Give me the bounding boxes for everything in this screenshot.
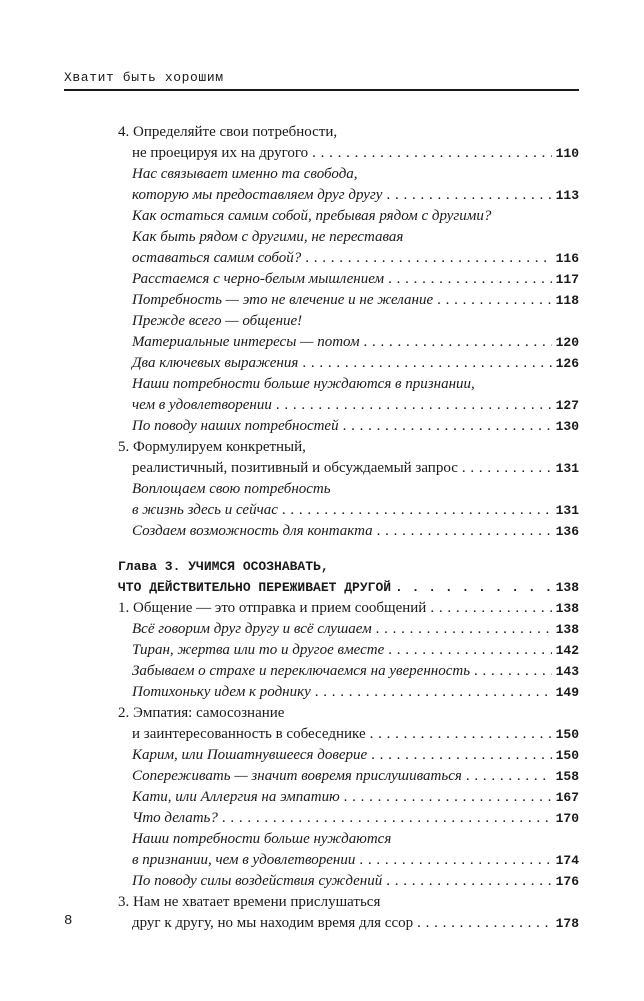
toc-subsection-line [118,248,579,269]
dot-leader [370,724,552,745]
toc-page-number: 136 [555,524,579,539]
page-number: 8 [64,913,73,929]
dot-leader [386,185,551,206]
toc-subsection-line [118,311,579,332]
toc-entry-text: 4. Определяйте свои потребности, [118,124,338,140]
toc-entry-text: Материальные интересы — потом [132,334,360,350]
toc-page-number: 176 [555,874,579,889]
toc-page-number: 138 [555,601,579,616]
dot-leader [315,682,552,703]
toc-page-number: 178 [555,916,579,931]
toc-subsection-line [118,745,579,766]
toc-subsection-line [118,682,579,703]
toc-page-number: 142 [555,643,579,658]
toc-entry-text: Прежде всего — общение! [132,313,303,329]
toc-entry-text: Карим, или Пошатнувшееся доверие [132,747,368,763]
toc-entry-text: Забываем о страхе и переключаемся на уверенность [132,663,471,679]
dot-leader [388,269,552,290]
toc-page-number: 150 [555,748,579,763]
toc-subsection-line [118,227,579,248]
toc-entry-text: Потребность — это не влечение и не желание [132,292,434,308]
toc-subsection-line [118,871,579,892]
dot-leader [376,619,552,640]
toc-subsection-line [118,521,579,542]
dot-leader [437,290,551,311]
toc-entry-text: По поводу силы воздействия суждений [132,873,383,889]
toc-subsection-line [118,206,579,227]
toc-subsection-line [118,185,579,206]
toc-subsection-line [118,332,579,353]
toc-page-number: 110 [555,146,579,161]
toc-entry-text: Создаем возможность для контакта [132,523,373,539]
toc-chapter-line [118,556,579,577]
toc-entry-text: Наши потребности больше нуждаются [132,831,392,847]
dot-leader [222,808,552,829]
toc-section-line [118,458,579,479]
dot-leader [359,850,551,871]
toc-page-number: 131 [555,503,579,518]
toc-subsection-line [118,829,579,850]
toc-page-number: 174 [555,853,579,868]
dot-leader [430,598,551,619]
toc-page-number: 150 [555,727,579,742]
toc-subsection-line [118,661,579,682]
toc-entry-text: 1. Общение — это отправка и прием сообщений [118,600,427,616]
toc-section-line [118,724,579,745]
toc-subsection-line [118,850,579,871]
toc-entry-text: которую мы предоставляем друг другу [132,187,383,203]
toc-chapter-line [118,577,579,598]
toc-entry-text: Расстаемся с черно-белым мышлением [132,271,385,287]
toc-entry-text: Глава 3. УЧИМСЯ ОСОЗНАВАТЬ, [118,559,329,574]
dot-leader [276,395,552,416]
toc-subsection-line [118,374,579,395]
toc-page-number: 116 [555,251,579,266]
toc-page-number: 118 [555,293,579,308]
toc-subsection-line [118,353,579,374]
toc-page-number: 143 [555,664,579,679]
toc-page-number: 138 [555,580,579,595]
toc-entry-text: Воплощаем свою потребность [132,481,331,497]
toc-page-number: 126 [555,356,579,371]
toc-page-number: 117 [555,272,579,287]
toc-entry-text: и заинтересованность в собеседнике [132,726,366,742]
dot-leader [417,913,551,934]
toc-entry-text: Тиран, жертва или то и другое вместе [132,642,385,658]
dot-leader [377,521,552,542]
toc-entry-text: Как быть рядом с другими, не переставая [132,229,404,245]
toc-page-number: 120 [555,335,579,350]
dot-leader [474,661,552,682]
toc-subsection-line [118,479,579,500]
toc-entry-text: Потихоньку идем к роднику [132,684,311,700]
dot-leader [305,248,551,269]
toc-entry-text: Нас связывает именно та свобода, [132,166,358,182]
dot-leader [462,458,552,479]
dot-leader [302,353,551,374]
toc-entry-text: в жизнь здесь и сейчас [132,502,278,518]
toc-page-number: 127 [555,398,579,413]
dot-leader [282,500,552,521]
toc-page-number: 167 [555,790,579,805]
toc-entry-text: Два ключевых выражения [132,355,299,371]
dot-leader [388,640,551,661]
table-of-contents [118,122,579,934]
toc-section-line [118,437,579,458]
toc-entry-text: Всё говорим друг другу и всё слушаем [132,621,372,637]
toc-subsection-line [118,164,579,185]
toc-page-number: 138 [555,622,579,637]
toc-section-line [118,122,579,143]
dot-leader [312,143,551,164]
toc-subsection-line [118,395,579,416]
toc-section-line [118,143,579,164]
toc-page-number: 130 [555,419,579,434]
toc-section-line [118,913,579,934]
toc-page-number: 149 [555,685,579,700]
toc-entry-text: По поводу наших потребностей [132,418,339,434]
dot-leader [364,332,552,353]
toc-section-line [118,598,579,619]
toc-entry-text: Кати, или Аллергия на эмпатию [132,789,340,805]
toc-entry-text: реалистичный, позитивный и обсуждаемый запрос [132,460,458,476]
toc-subsection-line [118,808,579,829]
toc-entry-text: Сопереживать — значит вовремя прислушиваться [132,768,462,784]
toc-entry-text: Наши потребности больше нуждаются в признании, [132,376,475,392]
toc-page-number: 131 [555,461,579,476]
toc-subsection-line [118,619,579,640]
dot-leader [395,577,552,598]
dot-leader [343,416,552,437]
section-gap [118,542,579,556]
toc-section-line [118,892,579,913]
toc-entry-text: ЧТО ДЕЙСТВИТЕЛЬНО ПЕРЕЖИВАЕТ ДРУГОЙ [118,580,392,595]
toc-subsection-line [118,766,579,787]
toc-entry-text: 2. Эмпатия: самосознание [118,705,285,721]
toc-entry-text: 3. Нам не хватает времени прислушаться [118,894,381,910]
toc-entry-text: Как остаться самим собой, пребывая рядом с другими? [132,208,492,224]
dot-leader [344,787,552,808]
toc-subsection-line [118,269,579,290]
toc-subsection-line [118,787,579,808]
dot-leader [386,871,551,892]
toc-entry-text: оставаться самим собой? [132,250,302,266]
toc-subsection-line [118,290,579,311]
toc-subsection-line [118,500,579,521]
toc-entry-text: Что делать? [132,810,218,826]
toc-entry-text: друг к другу, но мы находим время для ссор [132,915,414,931]
running-head: Хватит быть хорошим [64,70,579,91]
toc-page-number: 113 [555,188,579,203]
toc-entry-text: 5. Формулируем конкретный, [118,439,306,455]
toc-entry-text: не проецируя их на другого [132,145,309,161]
toc-subsection-line [118,640,579,661]
toc-page-number: 170 [555,811,579,826]
dot-leader [466,766,552,787]
toc-entry-text: чем в удовлетворении [132,397,272,413]
toc-section-line [118,703,579,724]
toc-entry-text: в признании, чем в удовлетворении [132,852,356,868]
toc-page-number: 158 [555,769,579,784]
toc-subsection-line [118,416,579,437]
dot-leader [371,745,551,766]
